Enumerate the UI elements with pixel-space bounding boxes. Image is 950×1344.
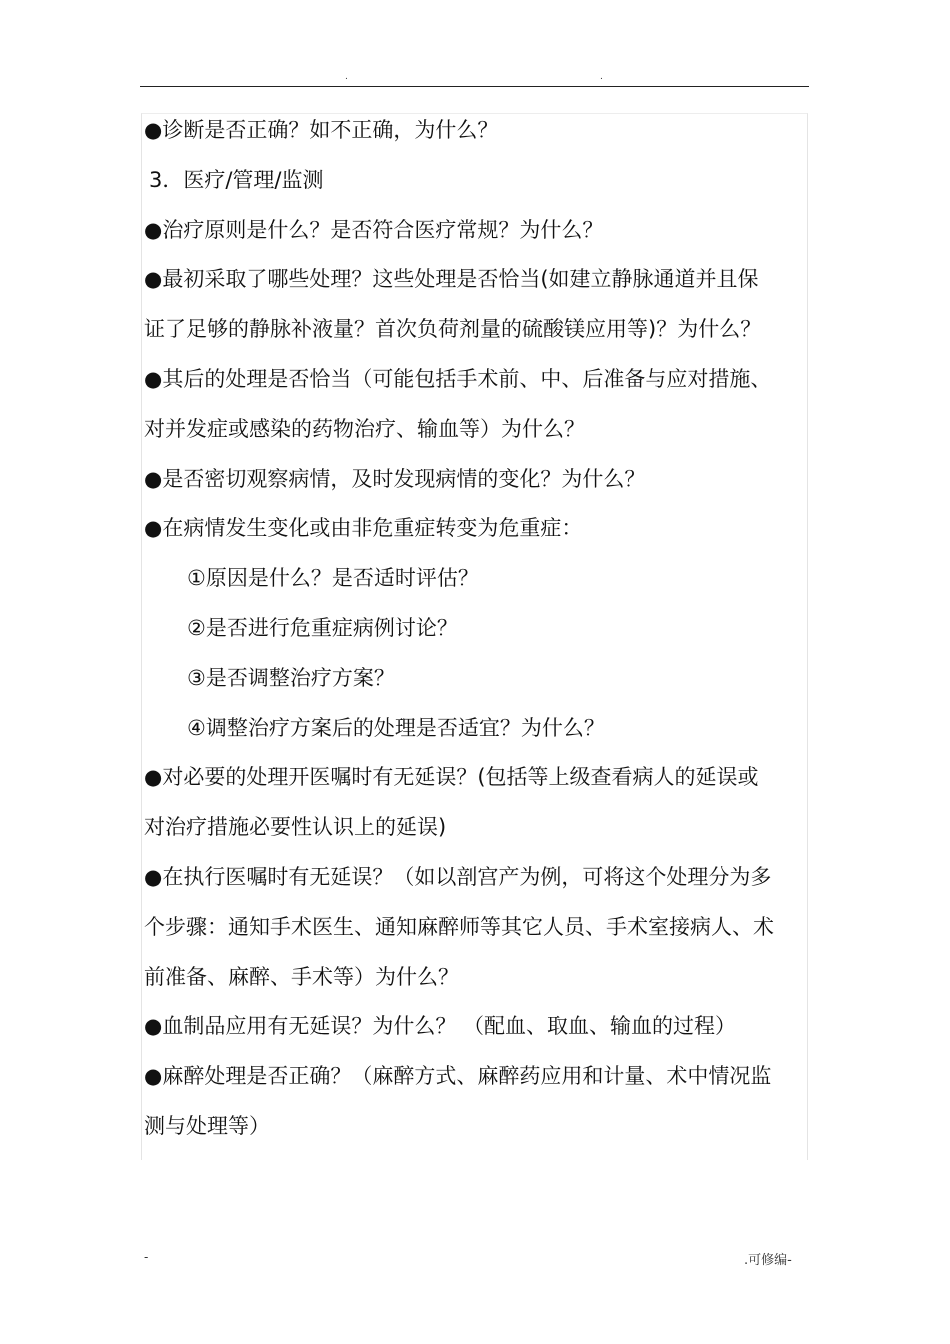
document-body	[144, 106, 808, 1152]
footer-left-mark: -	[144, 1250, 149, 1264]
text-line: ●血制品应用有无延误？为什么？ （配血、取血、输血的过程）	[144, 1014, 736, 1039]
text-line: 测与处理等）	[144, 1113, 270, 1138]
text-line: ●是否密切观察病情，及时发现病情的变化？为什么？	[144, 466, 646, 491]
header-rule	[140, 86, 809, 87]
header-dot-left: .	[345, 72, 348, 82]
text-line: ●其后的处理是否恰当（可能包括手术前、中、后准备与应对措施、	[144, 366, 772, 391]
text-line: ●对必要的处理开医嘱时有无延误？(包括等上级查看病人的延误或	[144, 765, 759, 790]
header-dot-right: .	[600, 72, 603, 82]
text-line: ①原因是什么？是否适时评估？	[187, 566, 479, 591]
text-line: ●在执行医嘱时有无延误？（如以剖宫产为例，可将这个处理分为多	[144, 864, 772, 889]
text-line: 证了足够的静脉补液量？首次负荷剂量的硫酸镁应用等)？为什么？	[144, 317, 762, 342]
text-line: ●治疗原则是什么？是否符合医疗常规？为什么？	[144, 217, 604, 242]
text-line: ④调整治疗方案后的处理是否适宜？为什么？	[187, 715, 605, 740]
text-line: 个步骤：通知手术医生、通知麻醉师等其它人员、手术室接病人、术	[144, 914, 774, 939]
text-line: 对并发症或感染的药物治疗、输血等）为什么？	[144, 416, 585, 441]
text-line: ③是否调整治疗方案？	[187, 665, 395, 690]
text-line: 3．医疗/管理/监测	[149, 167, 324, 192]
text-line: 前准备、麻醉、手术等）为什么？	[144, 964, 459, 989]
text-line: ●在病情发生变化或由非危重症转变为危重症：	[144, 516, 583, 541]
text-line: ●最初采取了哪些处理？这些处理是否恰当(如建立静脉通道并且保	[144, 267, 759, 292]
text-line: ●诊断是否正确？如不正确，为什么？	[144, 118, 499, 142]
text-line: 对治疗措施必要性认识上的延误)	[144, 815, 447, 840]
text-line: ②是否进行危重症病例讨论？	[187, 615, 458, 640]
footer-editable-note: .可修编-	[744, 1253, 792, 1268]
text-line: ●麻醉处理是否正确？（麻醉方式、麻醉药应用和计量、术中情况监	[144, 1064, 772, 1089]
